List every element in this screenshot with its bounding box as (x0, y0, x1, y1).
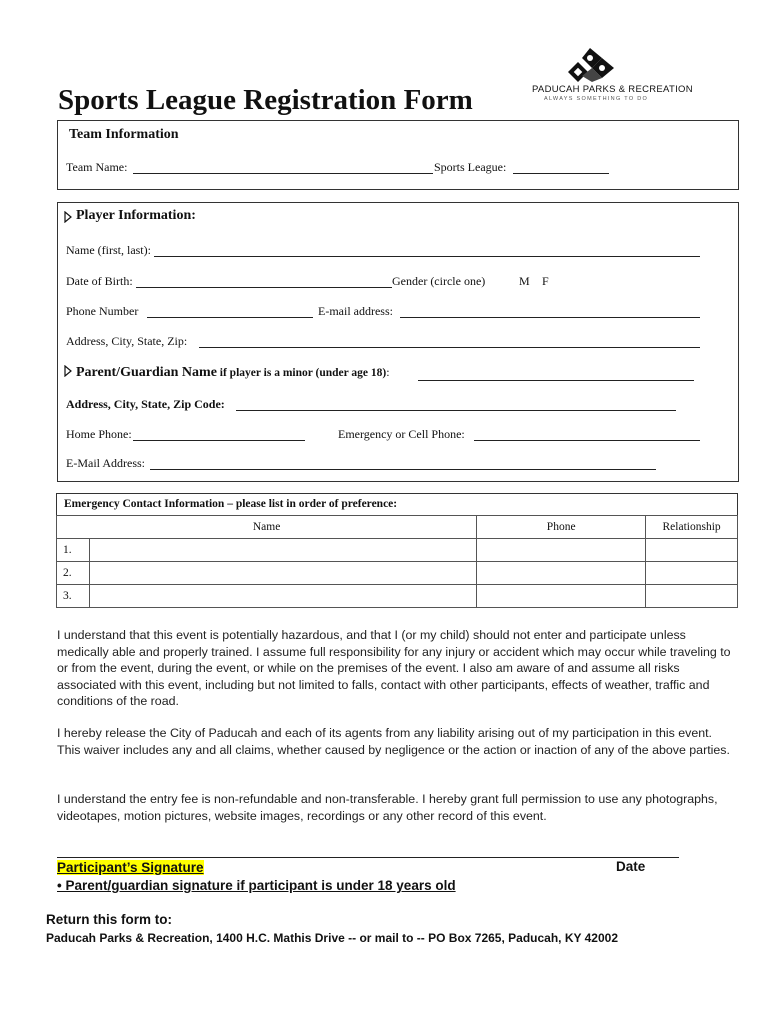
contact-name-cell[interactable] (90, 539, 477, 562)
table-row (57, 562, 738, 585)
table-row (57, 585, 738, 608)
guardian-email-field[interactable] (150, 456, 656, 470)
waiver-paragraph-1: I understand that this event is potentially hazardous, and that I (or my child) should not enter and participate unless medically able and properly trained. I assume full responsibility for any injury or accident which may occur while traveling to or from the event, during the event, or while on the premises of the event. I also am aware of and assume all risks associated with this event, including but not limited to falls, contact with other participants, effects of weather, traffic and conditions of the road. (57, 628, 731, 708)
row-number: 2. (57, 562, 90, 585)
column-header-name: Name (57, 516, 477, 539)
team-name-field[interactable] (133, 160, 433, 174)
row-number: 3. (57, 585, 90, 608)
contact-phone-cell[interactable] (477, 585, 646, 608)
gender-label: Gender (circle one) (392, 274, 486, 288)
dob-field[interactable] (136, 274, 392, 288)
gender-m-option[interactable]: M (519, 274, 530, 288)
return-address: Paducah Parks & Recreation, 1400 H.C. Mathis Drive -- or mail to -- PO Box 7265, Paducah, KY 42002 (46, 931, 618, 945)
contact-relationship-cell[interactable] (646, 539, 738, 562)
emergency-contact-heading: Emergency Contact Information – please list in order of preference: (64, 498, 398, 510)
column-header-relationship: Relationship (646, 516, 738, 539)
guardian-email-label: E-Mail Address: (66, 456, 145, 470)
column-header-phone: Phone (477, 516, 646, 539)
player-email-label: E-mail address: (318, 304, 393, 318)
row-number: 1. (57, 539, 90, 562)
player-name-field[interactable] (154, 243, 700, 257)
home-phone-label: Home Phone: (66, 427, 132, 441)
signature-line[interactable] (57, 857, 679, 858)
guardian-address-label: Address, City, State, Zip Code: (66, 397, 225, 411)
guardian-signature-note: • Parent/guardian signature if participant is under 18 years old (57, 878, 456, 893)
table-header-row (57, 516, 738, 539)
contact-name-cell[interactable] (90, 562, 477, 585)
phone-number-field[interactable] (147, 304, 313, 318)
team-name-label: Team Name: (66, 160, 128, 174)
table-row (57, 539, 738, 562)
player-name-label: Name (first, last): (66, 243, 151, 257)
participant-signature-label (57, 859, 204, 877)
return-heading: Return this form to: (46, 912, 172, 927)
contact-relationship-cell[interactable] (646, 585, 738, 608)
home-phone-field[interactable] (133, 427, 305, 441)
guardian-heading-colon: : (386, 365, 390, 379)
player-address-field[interactable] (199, 334, 700, 348)
phone-number-label: Phone Number (66, 304, 139, 318)
emergency-contact-table (56, 515, 738, 608)
waiver-paragraph-2: I hereby release the City of Paducah and each of its agents from any liability arising out of my participation in this event. This waiver includes any and all claims, whether caused by negligence or the action or inaction of any of the above parties. (57, 726, 730, 757)
guardian-heading-note: if player is a minor (under age 18) (216, 367, 387, 379)
guardian-heading-main: Parent/Guardian Name (76, 365, 217, 380)
waiver-paragraph-3: I understand the entry fee is non-refundable and non-transferable. I hereby grant full permission to use any photographs, videotapes, motion pictures, website images, recordings or any other record of this event. (57, 792, 718, 823)
contact-phone-cell[interactable] (477, 539, 646, 562)
arrow-icon (63, 365, 73, 377)
player-information-heading: Player Information: (76, 208, 196, 223)
contact-name-cell[interactable] (90, 585, 477, 608)
arrow-icon (63, 211, 73, 223)
page-title: Sports League Registration Form (58, 84, 473, 116)
guardian-address-field[interactable] (236, 397, 676, 411)
cell-phone-field[interactable] (474, 427, 700, 441)
logo-name: PADUCAH PARKS & RECREATION (532, 84, 693, 95)
logo-icon (532, 44, 662, 104)
logo-tagline: ALWAYS SOMETHING TO DO (544, 96, 649, 102)
cell-phone-label: Emergency or Cell Phone: (338, 427, 465, 441)
gender-f-option[interactable]: F (542, 274, 549, 288)
player-email-field[interactable] (400, 304, 700, 318)
dob-label: Date of Birth: (66, 274, 133, 288)
participant-signature-text: Participant’s Signature (57, 860, 204, 875)
guardian-heading (76, 363, 390, 381)
sports-league-label: Sports League: (434, 160, 507, 174)
date-label: Date (616, 859, 646, 874)
sports-league-field[interactable] (513, 160, 609, 174)
player-address-label: Address, City, State, Zip: (66, 334, 188, 348)
contact-phone-cell[interactable] (477, 562, 646, 585)
team-information-heading: Team Information (69, 127, 179, 142)
guardian-name-field[interactable] (418, 367, 694, 381)
contact-relationship-cell[interactable] (646, 562, 738, 585)
